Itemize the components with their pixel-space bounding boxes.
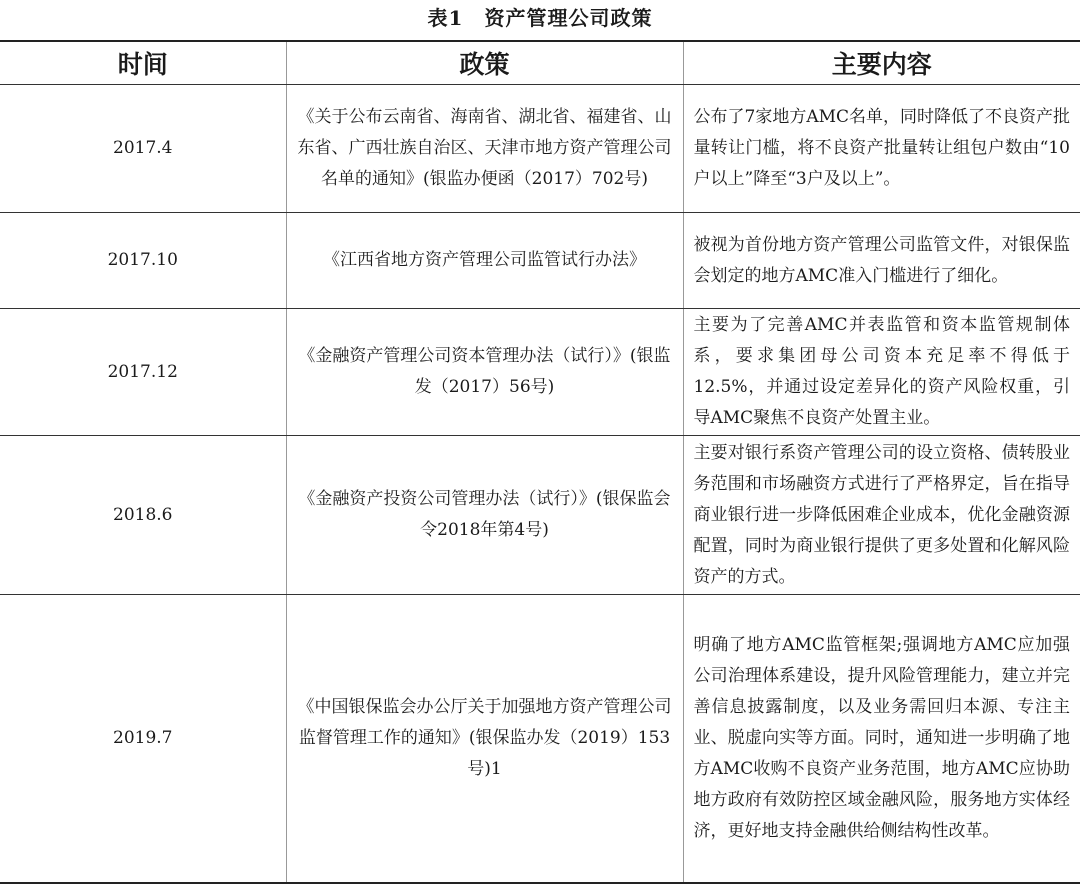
cell-policy: 《金融资产投资公司管理办法（试行）》(银保监会令2018年第4号) — [286, 436, 683, 595]
cell-content: 明确了地方AMC监管框架;强调地方AMC应加强公司治理体系建设，提升风险管理能力，建立并完善信息披露制度，以及业务需回归本源、专注主业、脱虚向实等方面。同时，通知进一步明确了地方AMC收购不良资产业务范围，地方AMC应协助地方政府有效防控区域金融风险，服务地方实体经济，更好地支持金融供给侧结构性改革。 — [683, 595, 1080, 884]
cell-time: 2017.4 — [0, 85, 286, 213]
cell-content: 被视为首份地方资产管理公司监管文件，对银保监会划定的地方AMC准入门槛进行了细化。 — [683, 213, 1080, 309]
cell-content: 主要对银行系资产管理公司的设立资格、债转股业务范围和市场融资方式进行了严格界定，旨在指导商业银行进一步降低困难企业成本，优化金融资源配置，同时为商业银行提供了更多处置和化解风险资产的方式。 — [683, 436, 1080, 595]
table-row — [0, 213, 1080, 309]
cell-content: 公布了7家地方AMC名单，同时降低了不良资产批量转让门槛，将不良资产批量转让组包户数由“10户以上”降至“3户及以上”。 — [683, 85, 1080, 213]
table-row — [0, 595, 1080, 884]
header-row — [0, 41, 1080, 85]
cell-time: 2017.12 — [0, 309, 286, 436]
column-header-content: 主要内容 — [683, 41, 1080, 85]
table-row — [0, 436, 1080, 595]
table-caption: 表1 资产管理公司政策 — [427, 6, 653, 30]
cell-time: 2018.6 — [0, 436, 286, 595]
cell-time: 2017.10 — [0, 213, 286, 309]
table-row — [0, 309, 1080, 436]
cell-policy: 《关于公布云南省、海南省、湖北省、福建省、山东省、广西壮族自治区、天津市地方资产管理公司名单的通知》(银监办便函（2017）702号) — [286, 85, 683, 213]
policy-table — [0, 40, 1080, 884]
cell-content: 主要为了完善AMC并表监管和资本监管规制体系，要求集团母公司资本充足率不得低于12.5%，并通过设定差异化的资产风险权重，引导AMC聚焦不良资产处置主业。 — [683, 309, 1080, 436]
cell-policy: 《金融资产管理公司资本管理办法（试行）》(银监发（2017）56号) — [286, 309, 683, 436]
cell-policy: 《江西省地方资产管理公司监管试行办法》 — [286, 213, 683, 309]
table-row — [0, 85, 1080, 213]
cell-policy: 《中国银保监会办公厅关于加强地方资产管理公司监督管理工作的通知》(银保监办发（2019）153号)1 — [286, 595, 683, 884]
column-header-policy: 政策 — [286, 41, 683, 85]
column-header-time: 时间 — [0, 41, 286, 85]
cell-time: 2019.7 — [113, 728, 173, 748]
